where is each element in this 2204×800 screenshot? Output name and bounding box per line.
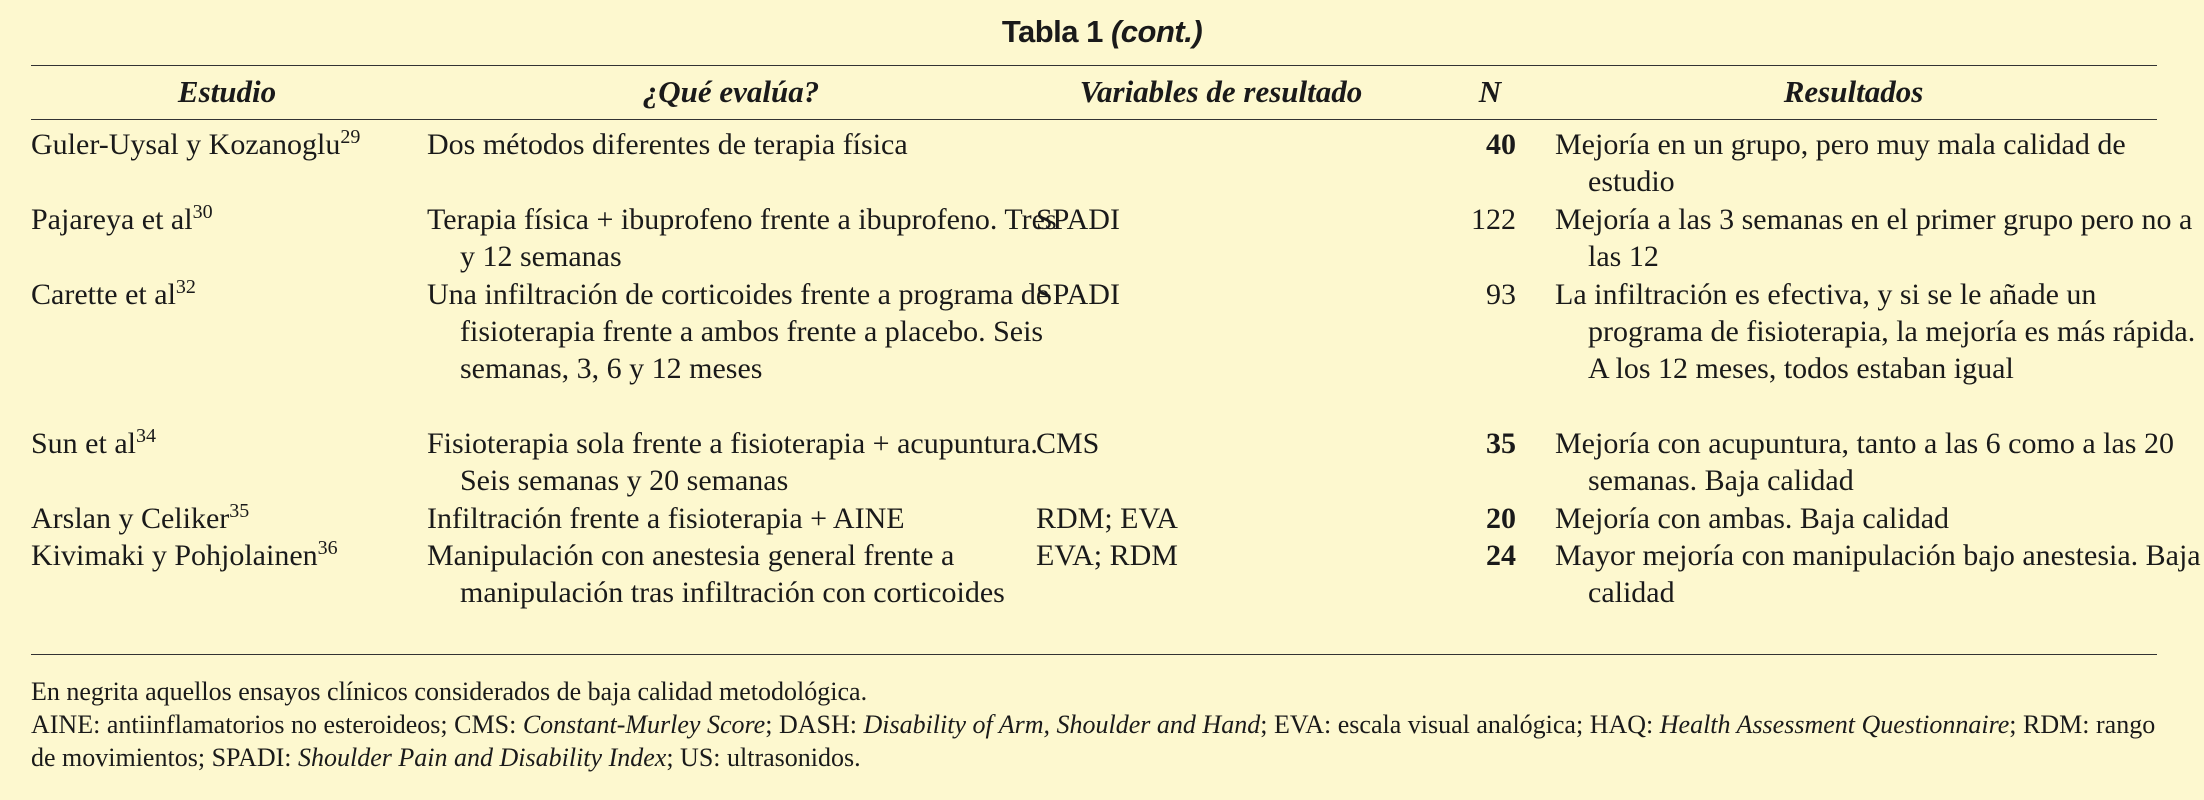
header-n: N	[1478, 74, 1502, 109]
study-name: Guler-Uysal y Kozanoglu	[31, 128, 341, 161]
cell-que-evalua: Infiltración frente a fisioterapia + AINE	[427, 502, 905, 535]
cell-que-evalua: Fisioterapia sola frente a fisioterapia + acupuntura. Seis semanas y 20 semanas	[427, 427, 1038, 497]
bottom-rule	[31, 654, 2157, 655]
reference-number: 36	[317, 537, 338, 559]
cell-estudio	[31, 537, 426, 574]
cell-resultados: Mejoría con ambas. Baja calidad	[1555, 502, 1950, 535]
cell-n: 40	[1486, 128, 1516, 161]
study-name: Carette et al	[31, 278, 176, 311]
header-estudio: Estudio	[177, 74, 277, 109]
header-que-evalua: ¿Qué evalúa?	[642, 74, 820, 109]
cell-estudio	[31, 276, 426, 313]
study-name: Arslan y Celiker	[31, 502, 230, 535]
abbreviation-entry: EVA: escala visual analógica	[1273, 710, 1576, 739]
table-title	[0, 14, 2204, 50]
footnote-bold-note: En negrita aquellos ensayos clínicos considerados de baja calidad metodológica.	[31, 677, 868, 706]
header-variables: Variables de resultado	[1079, 74, 1363, 109]
abbreviation-entry: US: ultrasonidos.	[680, 743, 861, 772]
reference-number: 34	[136, 425, 156, 447]
cell-que-evalua: Dos métodos diferentes de terapia física	[427, 128, 908, 161]
table-title-label: Tabla 1	[1001, 14, 1103, 49]
cell-n: 24	[1486, 539, 1516, 572]
cell-n: 93	[1486, 278, 1516, 311]
cell-resultados: La infiltración es efectiva, y si se le añade un programa de fisioterapia, la mejoría es más rápida. A los 12 meses, todos estaban igual	[1555, 278, 2196, 385]
footnote-abbreviations: AINE: antiinflamatorios no esteroideos; CMS: Constant-Murley Score; DASH: Disability of Arm, Shoulder and Hand; EVA: escala visual analógica; HAQ: Health Assessment Questionnaire; RDM: rango de movimientos; SPADI: Shoulder Pain and Disability Index; US: ultrasonidos.	[31, 710, 2156, 772]
table-title-cont: (cont.)	[1110, 14, 1203, 49]
study-name: Kivimaki y Pohjolainen	[31, 539, 318, 572]
study-name: Sun et al	[31, 427, 136, 460]
abbreviation-entry: SPADI: Shoulder Pain and Disability Index	[211, 743, 667, 772]
cell-resultados: Mayor mejoría con manipulación bajo anestesia. Baja calidad	[1555, 539, 2201, 609]
cell-variables: EVA; RDM	[1036, 539, 1178, 572]
header-resultados: Resultados	[1783, 74, 1924, 109]
reference-number: 30	[192, 201, 213, 223]
cell-variables: RDM; EVA	[1036, 502, 1178, 535]
cell-que-evalua: Manipulación con anestesia general frente a manipulación tras infiltración con corticoides	[427, 539, 1005, 609]
cell-que-evalua: Terapia física + ibuprofeno frente a ibuprofeno. Tres y 12 semanas	[427, 203, 1057, 273]
cell-estudio	[31, 500, 426, 537]
cell-variables: CMS	[1036, 427, 1100, 460]
abbreviation-entry: CMS: Constant-Murley Score	[454, 710, 766, 739]
reference-number: 29	[340, 126, 361, 148]
cell-n: 122	[1471, 203, 1516, 236]
cell-variables: SPADI	[1036, 278, 1120, 311]
cell-resultados: Mejoría con acupuntura, tanto a las 6 como a las 20 semanas. Baja calidad	[1555, 427, 2174, 497]
cell-estudio	[31, 201, 426, 238]
study-name: Pajareya et al	[31, 203, 193, 236]
abbreviation-entry: HAQ: Health Assessment Questionnaire	[1589, 710, 2010, 739]
abbreviation-entry: DASH: Disability of Arm, Shoulder and Hand	[778, 710, 1261, 739]
cell-estudio	[31, 126, 426, 163]
cell-n: 35	[1486, 427, 1516, 460]
reference-number: 32	[175, 276, 196, 298]
top-rule	[31, 65, 2157, 66]
cell-resultados: Mejoría en un grupo, pero muy mala calidad de estudio	[1555, 128, 2126, 198]
header-rule	[31, 119, 2157, 120]
abbreviation-entry: AINE: antiinflamatorios no esteroideos	[31, 710, 441, 739]
cell-estudio	[31, 425, 426, 462]
cell-n: 20	[1486, 502, 1516, 535]
cell-que-evalua: Una infiltración de corticoides frente a programa de fisioterapia frente a ambos frente a placebo. Seis semanas, 3, 6 y 12 meses	[427, 278, 1050, 385]
cell-resultados: Mejoría a las 3 semanas en el primer grupo pero no a las 12	[1555, 203, 2193, 273]
reference-number: 35	[229, 500, 250, 522]
cell-variables: SPADI	[1036, 203, 1120, 236]
abbreviation-entry: RDM: rango de movimientos	[31, 710, 2156, 772]
